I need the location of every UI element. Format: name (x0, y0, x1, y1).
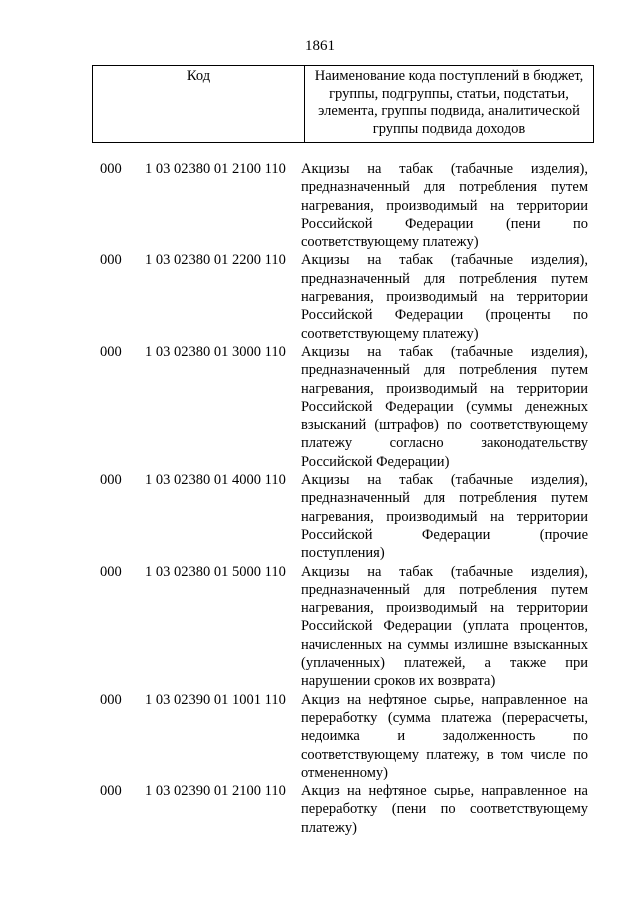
description-line: Российской Федерации (проценты по (301, 307, 588, 324)
description-line: Российской Федерации (прочие (301, 526, 588, 543)
code-description (301, 251, 588, 342)
description-line: предназначенный для потребления путем (301, 179, 588, 196)
code-description (301, 160, 588, 251)
description-line: предназначенный для потребления путем (301, 581, 588, 598)
code-description (301, 471, 588, 562)
description-line: нагревания, производимый на территории (301, 508, 588, 525)
description-line: Российской Федерации (уплата процентов, (301, 618, 588, 635)
description-line: соответствующему платежу, в том числе по (301, 746, 588, 763)
description-line: предназначенный для потребления путем (301, 490, 588, 507)
description-line: Акциз на нефтяное сырье, направленное на (301, 691, 588, 708)
description-line: нагревания, производимый на территории (301, 197, 588, 214)
description-line: Акцизы на табак (табачные изделия), (301, 472, 588, 489)
budget-code: 1 03 02380 01 5000 110 (145, 563, 286, 580)
header-name-line: группы подвида доходов (372, 120, 526, 137)
admin-code: 000 (100, 252, 122, 269)
budget-code: 1 03 02390 01 1001 110 (145, 691, 286, 708)
description-line: Акцизы на табак (табачные изделия), (301, 161, 588, 177)
admin-code: 000 (100, 691, 122, 708)
description-line: нагревания, производимый на территории (301, 600, 588, 617)
description-line: Российской Федерации (суммы денежных (301, 398, 588, 415)
code-row (0, 563, 640, 691)
description-line: платежу) (301, 819, 357, 836)
code-row (0, 471, 640, 562)
description-line: начисленных на суммы излишне взысканных (301, 636, 588, 653)
description-line: предназначенный для потребления путем (301, 362, 588, 379)
code-description (301, 691, 588, 782)
header-code-cell: Код (93, 66, 305, 143)
description-line: Российской Федерации) (301, 453, 450, 470)
description-line: взысканий (штрафов) по соответствующему (301, 417, 588, 434)
header-name-line: элемента, группы подвида, аналитической (318, 103, 580, 119)
description-line: предназначенный для потребления путем (301, 270, 588, 287)
description-line: недоимка и задолженность по (301, 728, 588, 745)
admin-code: 000 (100, 343, 122, 360)
description-line: Акциз на нефтяное сырье, направленное на (301, 783, 588, 800)
income-code-list (0, 160, 640, 837)
header-name-cell (305, 66, 594, 143)
header-name-line: Наименование кода поступлений в бюджет, (314, 68, 584, 84)
description-line: отмененному) (301, 764, 388, 781)
budget-code: 1 03 02380 01 3000 110 (145, 343, 286, 360)
admin-code: 000 (100, 472, 122, 489)
budget-code: 1 03 02380 01 2200 110 (145, 252, 286, 269)
description-line: платежу согласно законодательству (301, 435, 588, 452)
budget-code: 1 03 02390 01 2100 110 (145, 783, 286, 800)
budget-code: 1 03 02380 01 4000 110 (145, 472, 286, 489)
description-line: нагревания, производимый на территории (301, 380, 588, 397)
code-row (0, 691, 640, 782)
description-line: соответствующему платежу) (301, 325, 479, 342)
description-line: Российской Федерации (пени по (301, 215, 588, 232)
description-line: поступления) (301, 545, 385, 562)
code-row (0, 343, 640, 471)
admin-code: 000 (100, 563, 122, 580)
description-line: переработку (сумма платежа (перерасчеты, (301, 709, 588, 726)
description-line: (уплаченных) платежей, а также при (301, 655, 588, 672)
code-row (0, 160, 640, 251)
code-description (301, 782, 588, 837)
budget-code: 1 03 02380 01 2100 110 (145, 161, 286, 177)
admin-code: 000 (100, 161, 122, 177)
description-line: Акцизы на табак (табачные изделия), (301, 343, 588, 360)
description-line: Акцизы на табак (табачные изделия), (301, 252, 588, 269)
header-name-line: группы, подгруппы, статьи, подстатьи, (329, 85, 569, 102)
header-table (92, 65, 594, 143)
header-row (93, 66, 594, 143)
description-line: нагревания, производимый на территории (301, 289, 588, 306)
description-line: Акцизы на табак (табачные изделия), (301, 563, 588, 580)
code-description (301, 563, 588, 691)
code-row (0, 782, 640, 837)
description-line: соответствующему платежу) (301, 234, 479, 251)
description-line: нарушении сроков их возврата) (301, 673, 496, 690)
admin-code: 000 (100, 783, 122, 800)
page-number: 1861 (305, 38, 335, 54)
code-description (301, 343, 588, 471)
code-row (0, 251, 640, 342)
description-line: переработку (пени по соответствующему (301, 801, 588, 818)
